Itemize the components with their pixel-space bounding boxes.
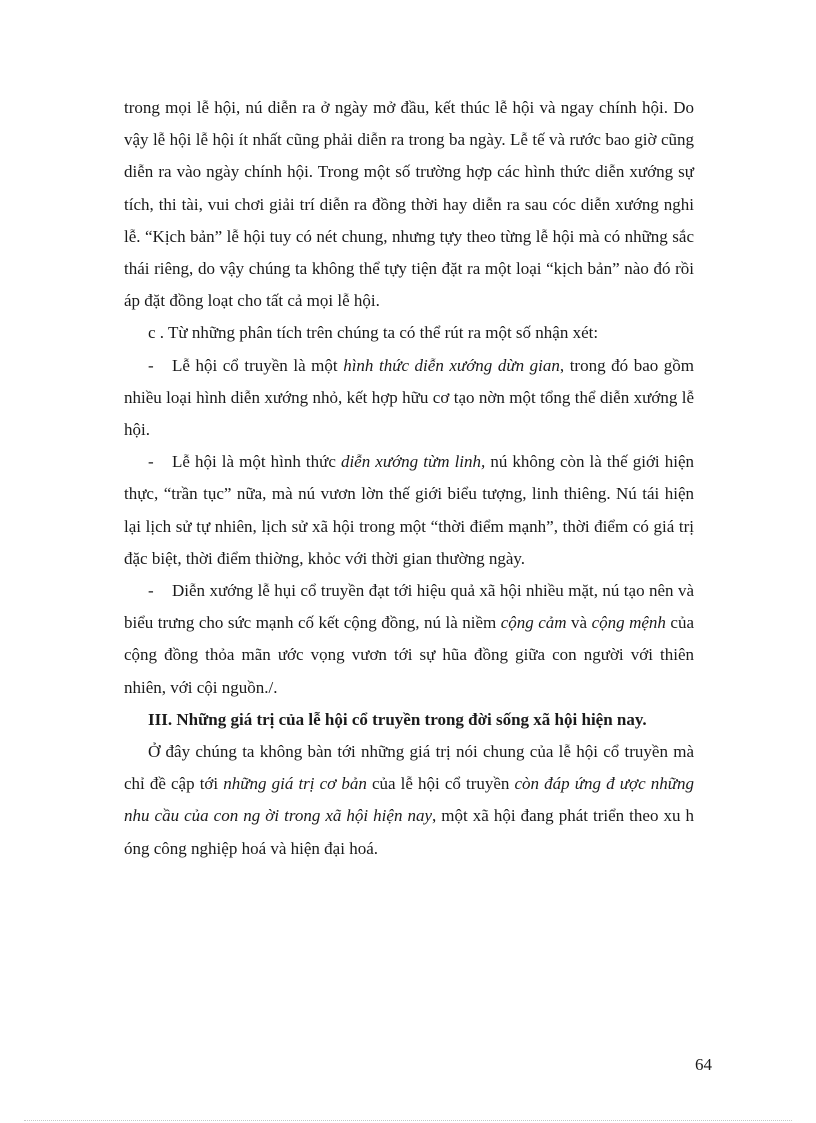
paragraph-festival-schedule: trong mọi lễ hội, nú diễn ra ở ngày mở đầu, kết thúc lễ hội và ngay chính hội. Do vậy lễ hội lễ hội ít nhất cũng phải diễn ra trong ba ngày. Lễ tế và rước bao giờ cũng diễn ra vào ngày chính hội. Trong một số trường hợp các hình thức diễn xướng sự tích, thi tài, vui chơi giải trí diễn ra đồng thời hay diễn ra sau cóc diễn xướng nghi lễ. “Kịch bản” lễ hội tuy có nét chung, nhưng tựy theo từng lễ hội mà có những sắc thái riêng, do vậy chúng ta không thể tựy tiện đặt ra một loại “kịch bản” nào đó rồi áp đặt đồng loạt cho tất cả mọi lễ hội.: [124, 98, 694, 311]
bullet-social-effect: [124, 575, 694, 704]
italic-term: cộng mệnh: [591, 613, 666, 633]
bullet-text: Diễn xướng lễ hụi cổ truyền đạt tới hiệu quả xã hội nhiều mặt, nú tạo nên và biểu trưng cho sức mạnh cố kết cộng đồng, nú là niềm: [124, 581, 694, 633]
bullet-folk-performance: [124, 350, 694, 447]
bullet-dash: -: [148, 581, 154, 601]
bullet-text: và: [566, 613, 592, 633]
page-bottom-divider: [24, 1120, 792, 1121]
page-number: 64: [695, 1055, 712, 1074]
bullet-text: , trong đó bao gồm nhiều loại hình diễn xướng nhỏ, kết hợp hữu cơ tạo nờn một tổng thể diễn xướng lễ hội.: [124, 355, 695, 440]
italic-term: hình thức diễn xướng dừn gian: [343, 355, 560, 375]
bullet-dash: -: [148, 452, 154, 472]
paragraph-text: , một xã hội đang phát triển theo xu h óng công nghiệp hoá và hiện đại hoá.: [124, 806, 694, 858]
bullet-text: của cộng đồng thỏa mãn ước vọng vươn tới sự hũa đồng giữa con người với thiên nhiên, với cội nguồn./.: [124, 613, 695, 697]
section-heading-iii: III. Những giá trị của lễ hội cổ truyền trong đời sống xã hội hiện nay.: [148, 709, 647, 729]
bullet-text: Lễ hội là một hình thức: [172, 452, 341, 472]
paragraph-conclusions-intro: c . Từ những phân tích trên chúng ta có thể rút ra một số nhận xét:: [148, 323, 599, 343]
bullet-text: Lễ hội cổ truyền là một: [172, 355, 344, 375]
paragraph-core-values: [124, 736, 694, 865]
bullet-spiritual-performance: [124, 446, 694, 575]
bullet-text: nú không còn là thế giới hiện thực, “trần tục” nữa, mà nú vươn lờn thế giới biểu tượng, linh thiêng. Nú tái hiện lại lịch sử tự nhiên, lịch sử xã hội trong một “thời điểm mạnh”, thời điểm có giá trị đặc biệt, thời điểm thiờng, khỏc với thời gian thường ngày.: [124, 452, 694, 568]
italic-term: những giá trị cơ bản: [223, 774, 367, 794]
italic-term: còn đáp ứng đ ược những nhu cầu của con ng ời trong xã hội hiện nay: [124, 774, 695, 826]
paragraph-text: Ở đây chúng ta không bàn tới những giá trị nói chung của lễ hội cổ truyền mà chỉ đề cập tới: [124, 742, 694, 794]
body-text: [124, 92, 694, 865]
italic-term: cộng cảm: [500, 613, 567, 633]
bullet-dash: -: [148, 355, 154, 375]
paragraph-text: của lễ hội cổ truyền: [366, 774, 515, 794]
italic-term: diễn xướng từm linh,: [340, 452, 486, 472]
